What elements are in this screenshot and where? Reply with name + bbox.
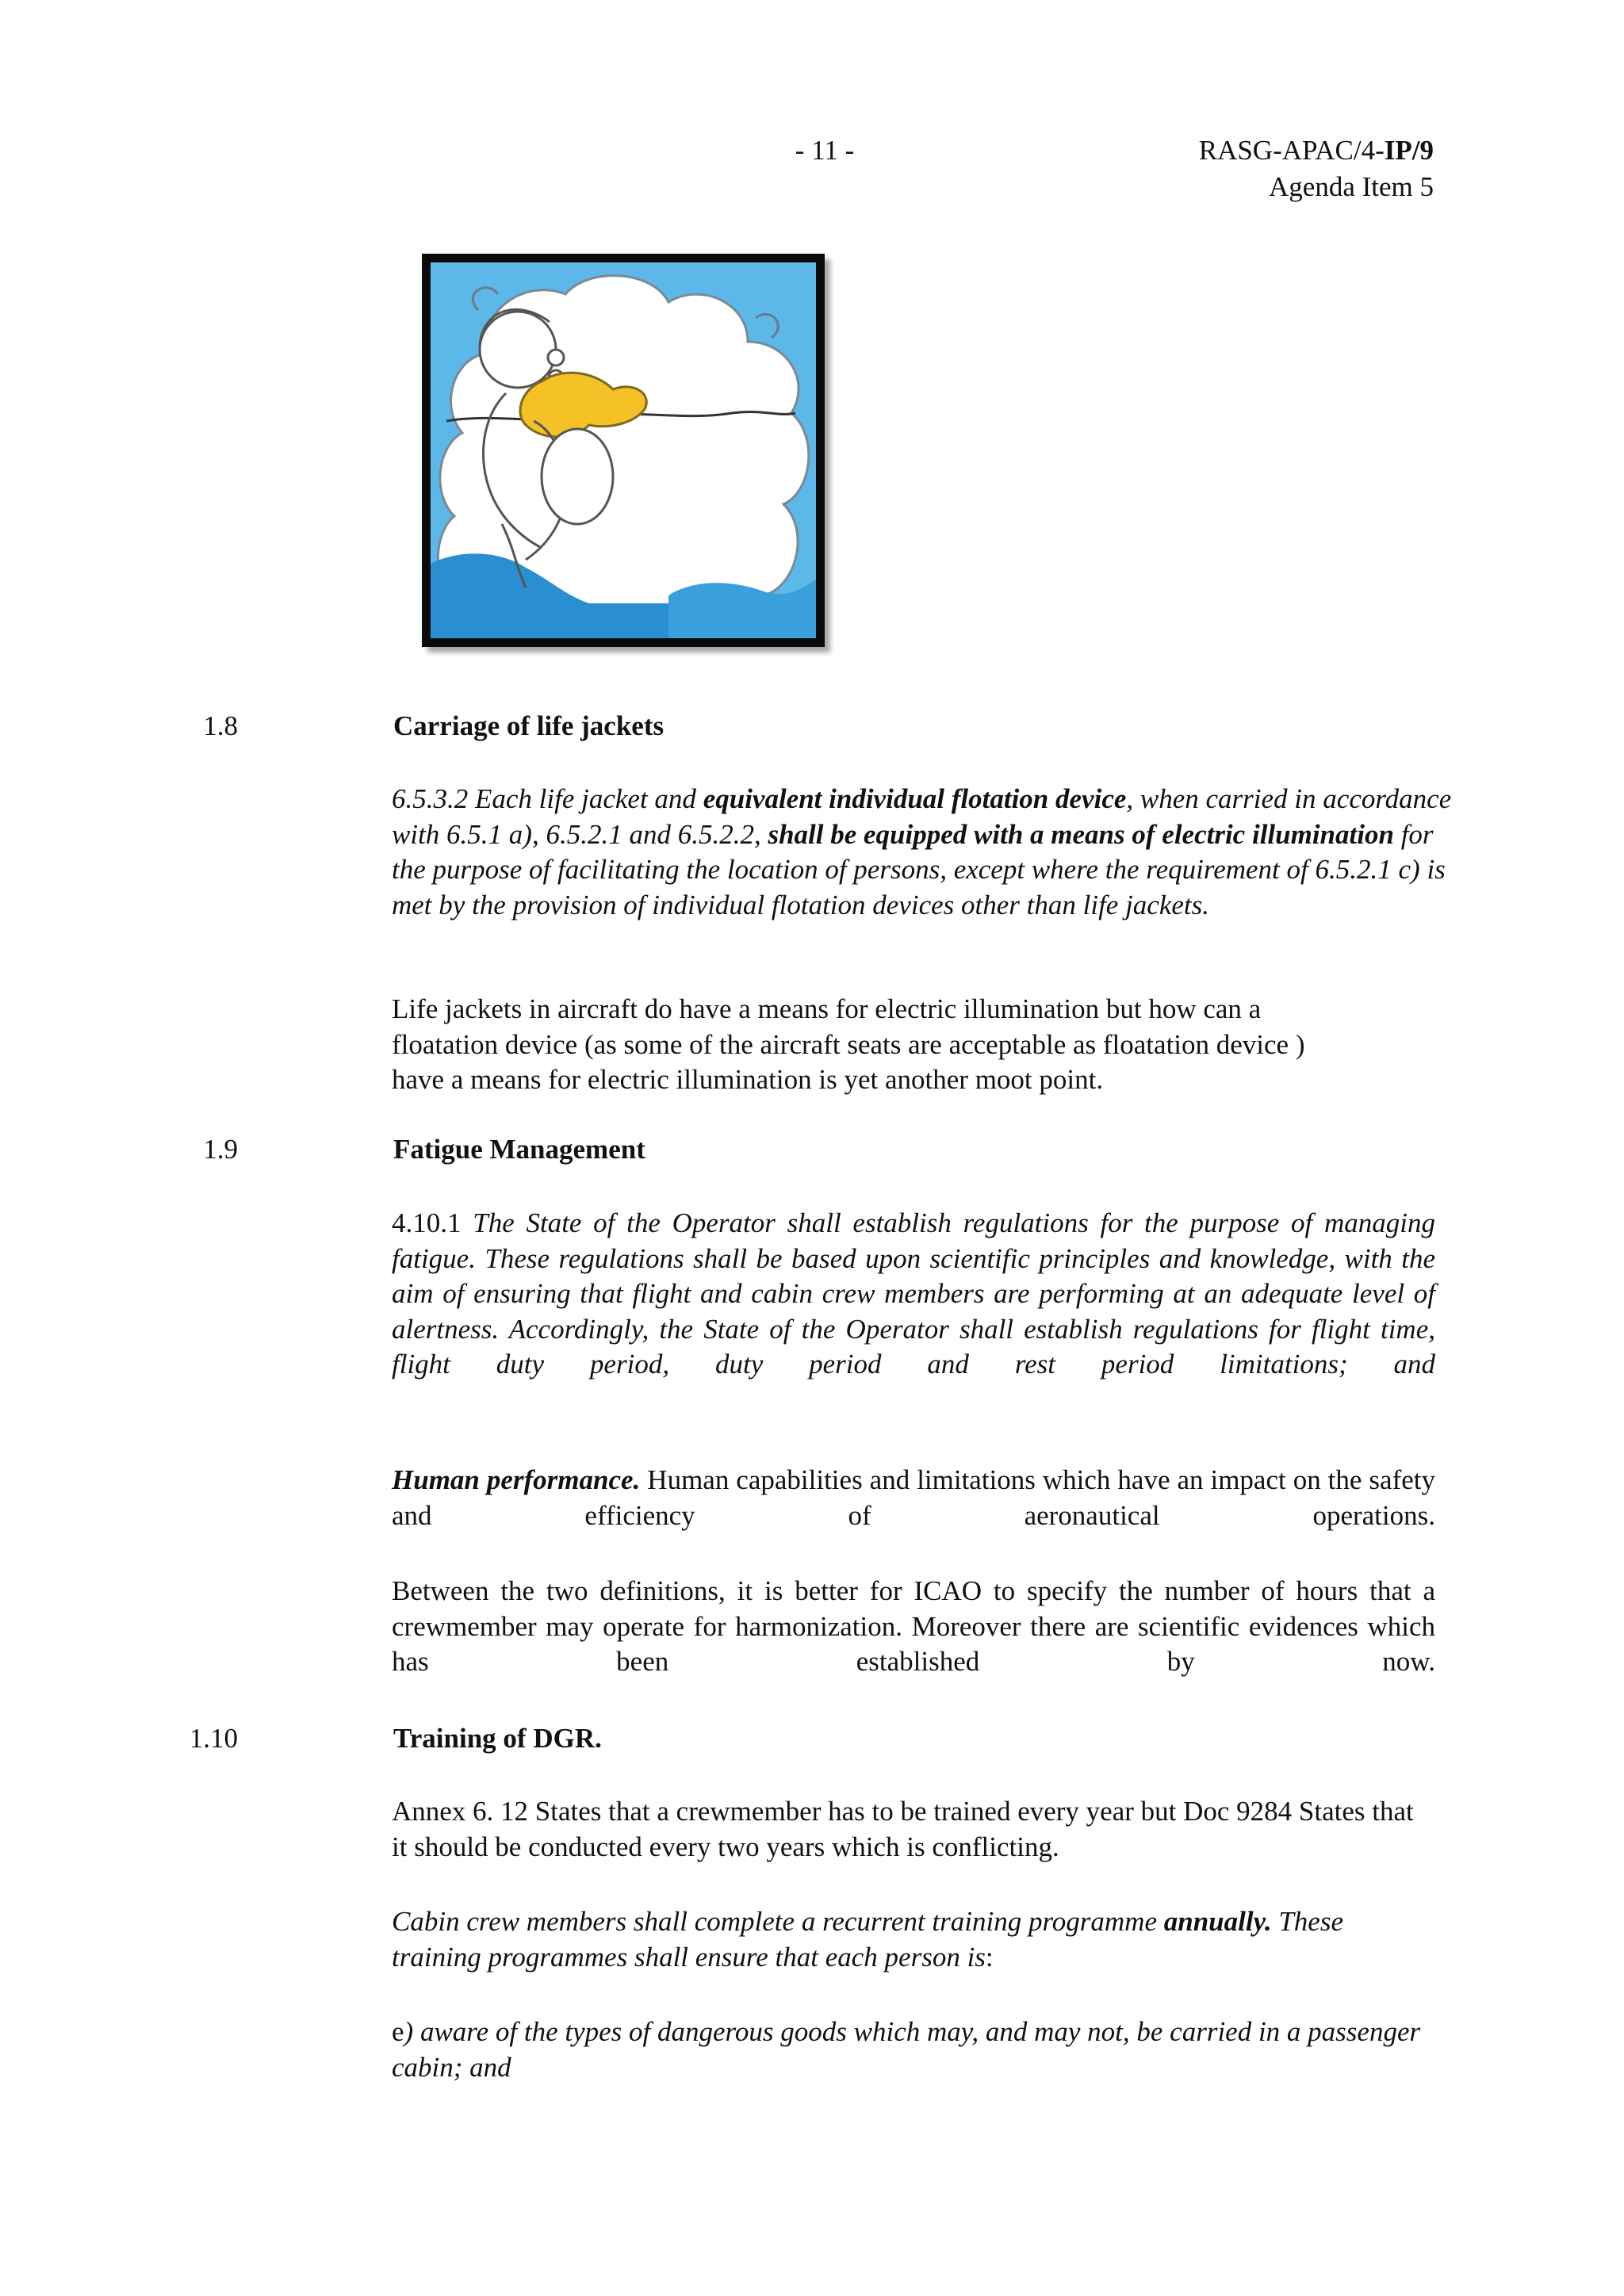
regulation-quote <box>392 782 1464 923</box>
page-number: - 11 - <box>795 135 855 166</box>
quote-text: These training programmes shall ensure that each person is <box>392 1906 1343 1973</box>
girl-in-cloud-picture <box>431 262 816 638</box>
commentary-paragraph: Between the two definitions, it is better for ICAO to specify the number of hours that a crewmember may operate for harmonization. Moreover there are scientific evidences which has been established by now. <box>392 1575 1435 1677</box>
section-number: 1.8 <box>203 710 238 741</box>
quote-number: 4.10.1 <box>392 1207 473 1238</box>
commentary-paragraph: Annex 6. 12 States that a crewmember has to be trained every year but Doc 9284 States that it should be conducted every two years which is conflicting. <box>392 1796 1414 1862</box>
document-reference <box>1199 133 1434 168</box>
quote-text: 6.5.3.2 Each life jacket and <box>392 783 703 814</box>
commentary-line: have a means for electric illumination is yet another moot point. <box>392 1064 1104 1095</box>
quote-text: The State of the Operator shall establish regulations for the purpose of managing fatigue. These regulations shall be based upon scientific principles and knowledge, with the aim of ensuring that flight and cabin crew members are performing at an adequate level of alertness. Accordingly, the State of the Operator shall establish regulations for flight time, flight duty period, duty period and rest period limitations; and <box>392 1207 1436 1380</box>
section-number: 1.10 <box>189 1723 238 1754</box>
quote-emphasis: annually. <box>1163 1906 1272 1937</box>
definition-text: Human capabilities and limitations which have an impact on the safety and efficiency of aeronautical operations. <box>392 1464 1435 1531</box>
section-title: Fatigue Management <box>393 1134 645 1165</box>
quote-text: Cabin crew members shall complete a recurrent training programme <box>392 1906 1164 1937</box>
quote-emphasis: shall be equipped with a means of electric illumination <box>768 818 1394 850</box>
agenda-item: Agenda Item 5 <box>1269 171 1434 202</box>
commentary-line: floatation device (as some of the aircraft seats are acceptable as floatation device ) <box>392 1028 1305 1060</box>
regulation-quote <box>392 1206 1435 1418</box>
defined-term: Human performance. <box>392 1464 641 1495</box>
section-title: Training of DGR. <box>393 1723 602 1754</box>
item-letter: e <box>392 2016 404 2047</box>
section-title: Carriage of life jackets <box>393 710 665 741</box>
commentary-line: Life jackets in aircraft do have a means for electric illumination but how can a <box>392 993 1262 1024</box>
regulation-quote <box>392 1904 1435 1975</box>
doc-ref-code: IP/9 <box>1384 135 1434 166</box>
section-number: 1.9 <box>203 1134 238 1165</box>
item-text: ) aware of the types of dangerous goods which may, and may not, be carried in a passenger cabin; and <box>392 2016 1421 2083</box>
commentary-paragraph <box>392 992 1435 1098</box>
quote-emphasis: equivalent individual flotation device <box>703 783 1127 814</box>
regulation-item-e <box>392 2015 1435 2085</box>
quote-punctuation: : <box>985 1941 994 1973</box>
definition-paragraph <box>392 1463 1435 1569</box>
life-jacket-illustration <box>422 254 825 647</box>
doc-ref-prefix: RASG-APAC/4- <box>1198 135 1385 166</box>
quote-text: for the purpose of facilitating the location of persons, except where the requirement of 6.5.2.1 c) is met by the provision of individual flotation devices other than life jackets. <box>392 818 1446 920</box>
quote-text: , when carried in accordance with 6.5.1 a), 6.5.2.1 and 6.5.2.2, <box>392 783 1452 850</box>
